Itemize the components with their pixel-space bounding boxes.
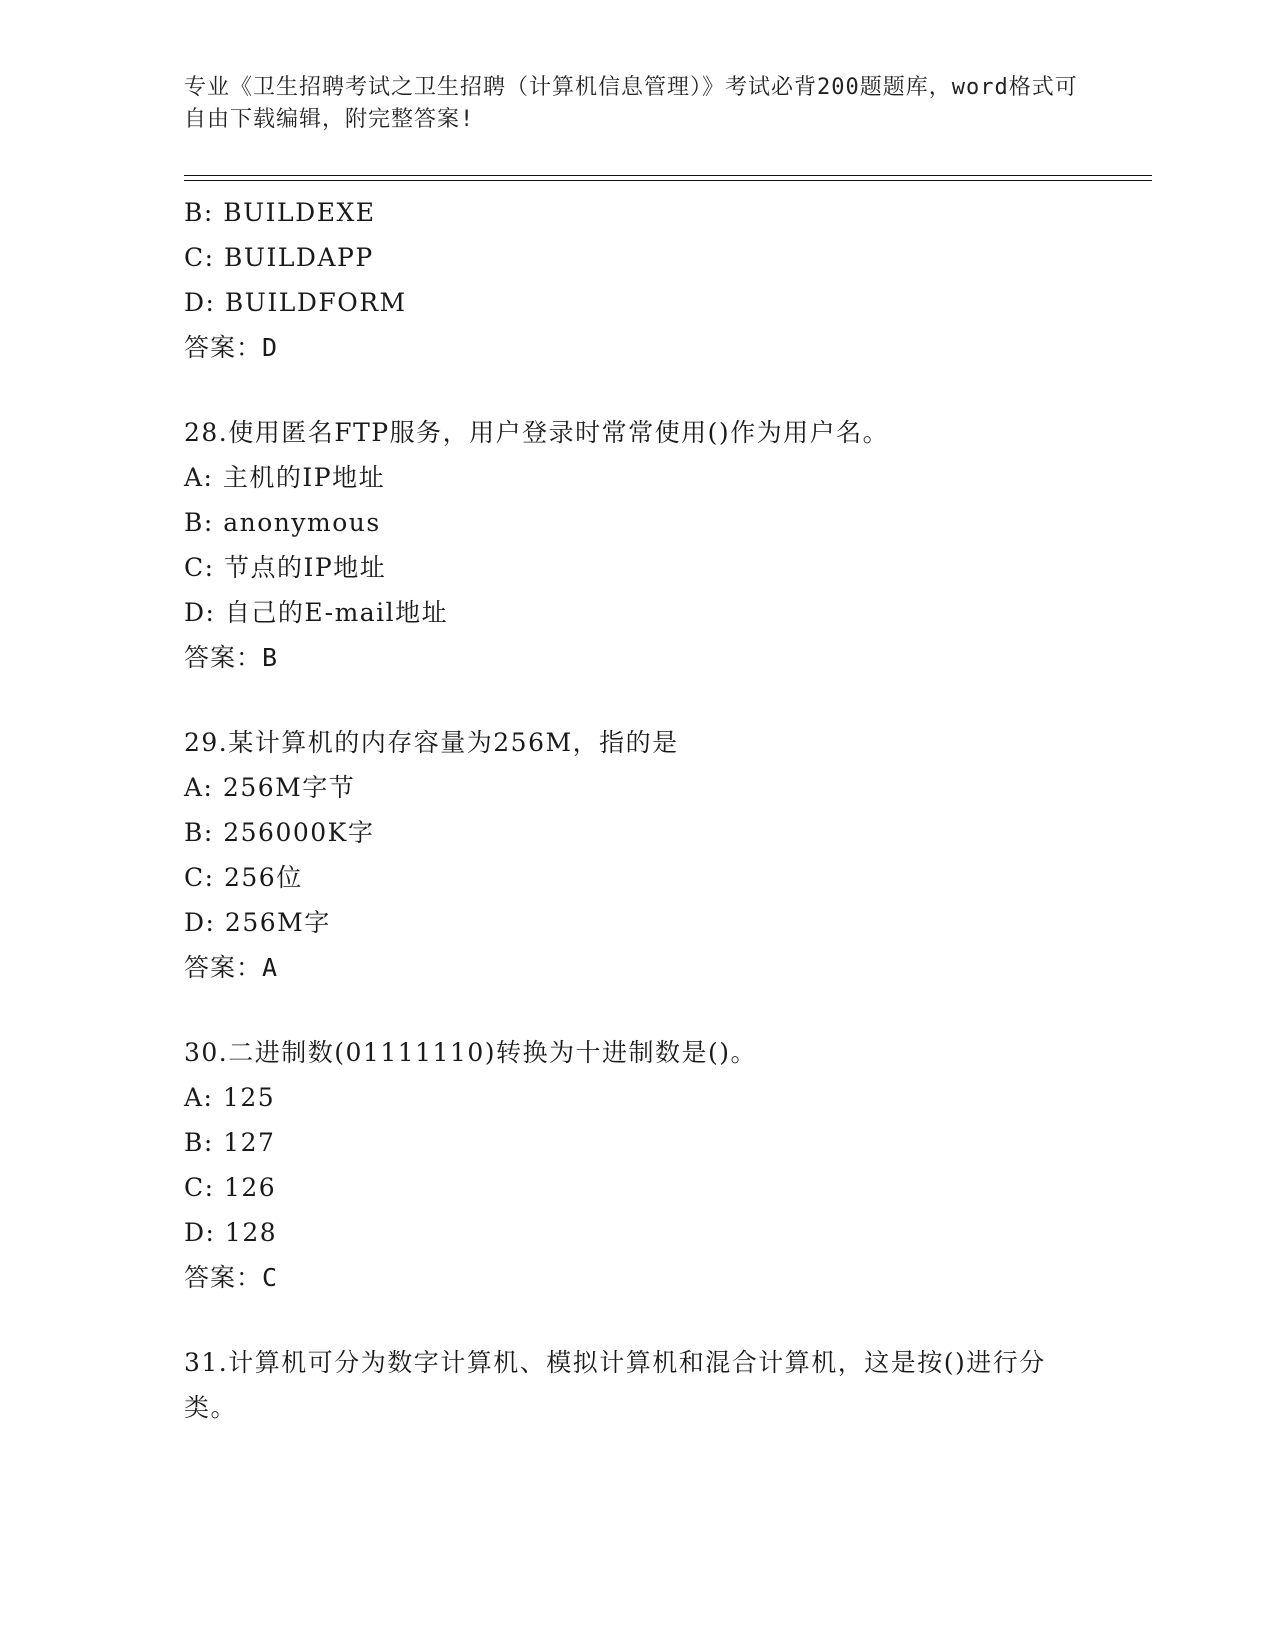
option-d: D: 256M字 bbox=[184, 908, 331, 937]
option-b: B: 256000K字 bbox=[184, 818, 375, 847]
option-a: A: 主机的IP地址 bbox=[184, 463, 386, 492]
question-text: 31.计算机可分为数字计算机、模拟计算机和混合计算机，这是按()进行分类。 bbox=[184, 1348, 1046, 1422]
option-b: B: anonymous bbox=[184, 508, 381, 537]
option-d: D: 128 bbox=[184, 1218, 278, 1247]
answer-line: 答案：A bbox=[184, 953, 279, 982]
question-block-27 bbox=[184, 190, 1144, 370]
question-text: 29.某计算机的内存容量为256M，指的是 bbox=[184, 728, 679, 757]
option-c: C: 节点的IP地址 bbox=[184, 553, 387, 582]
answer-line: 答案：C bbox=[184, 1263, 279, 1292]
question-content bbox=[184, 190, 1144, 1430]
option-a: A: 256M字节 bbox=[184, 773, 356, 802]
option-c: C: 256位 bbox=[184, 863, 303, 892]
option-b: B: 127 bbox=[184, 1128, 276, 1157]
header-rule-top bbox=[184, 175, 1152, 176]
header-rule-bottom bbox=[184, 180, 1152, 181]
option-c: C: BUILDAPP bbox=[184, 243, 374, 272]
option-a: A: 125 bbox=[184, 1083, 276, 1112]
question-text: 30.二进制数(01111110)转换为十进制数是()。 bbox=[184, 1038, 758, 1067]
option-d: D: BUILDFORM bbox=[184, 288, 407, 317]
question-block-29 bbox=[184, 720, 1144, 990]
answer-line: 答案：D bbox=[184, 333, 279, 362]
question-block-30 bbox=[184, 1030, 1144, 1300]
answer-line: 答案：B bbox=[184, 643, 279, 672]
option-d: D: 自己的E-mail地址 bbox=[184, 598, 449, 627]
document-header: 专业《卫生招聘考试之卫生招聘（计算机信息管理）》考试必背200题题库，word格式可自由下载编辑，附完整答案! bbox=[184, 75, 1078, 132]
question-block-31 bbox=[184, 1340, 1144, 1430]
option-b: B: BUILDEXE bbox=[184, 198, 376, 227]
question-block-28 bbox=[184, 410, 1144, 680]
question-text: 28.使用匿名FTP服务，用户登录时常常使用()作为用户名。 bbox=[184, 418, 890, 447]
option-c: C: 126 bbox=[184, 1173, 277, 1202]
